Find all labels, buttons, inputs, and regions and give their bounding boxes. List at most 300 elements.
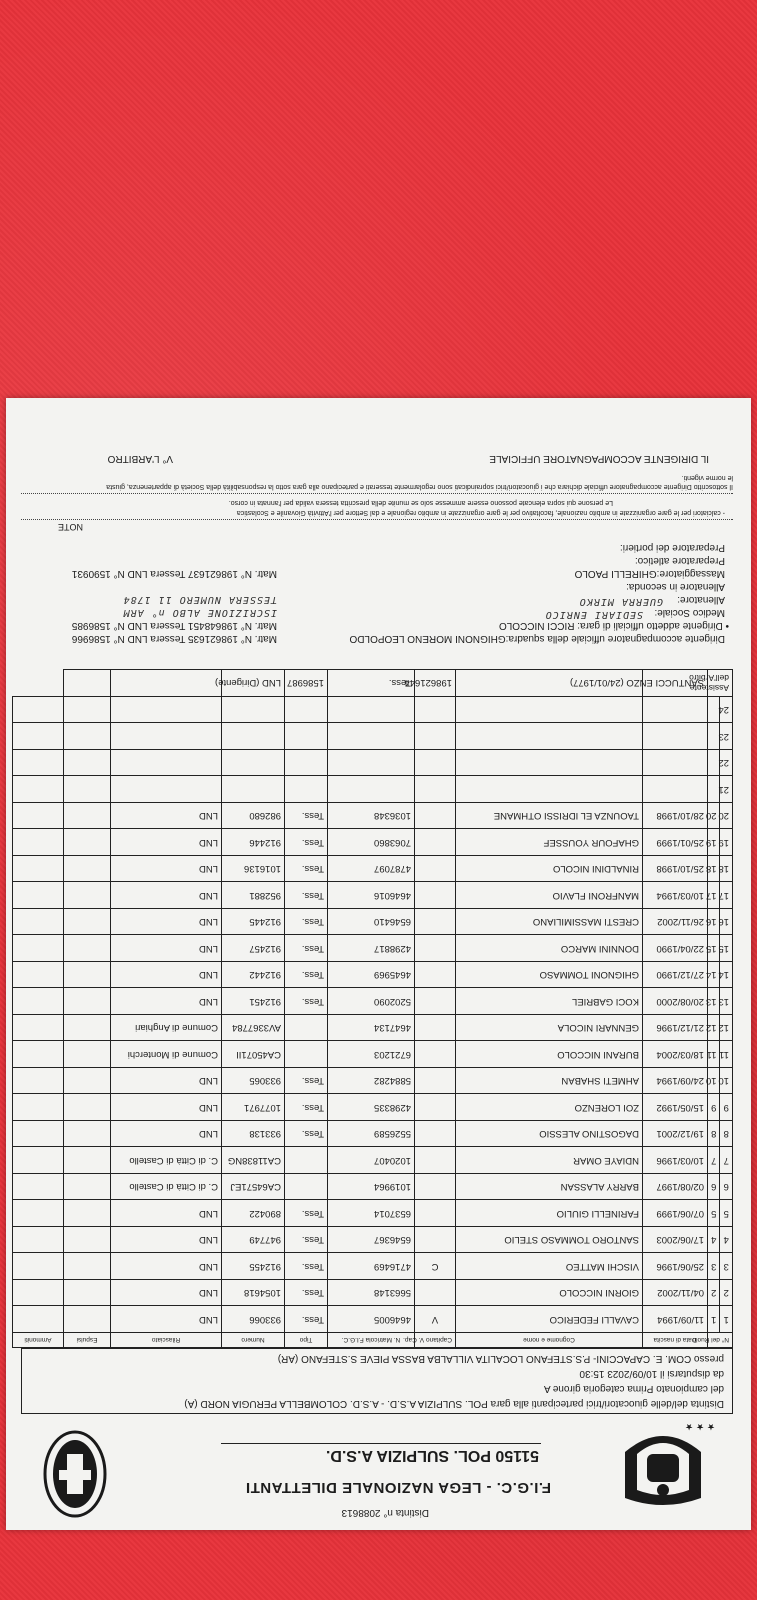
- birth-date: 21/12/1996: [643, 1015, 708, 1042]
- doc-number: 933065: [222, 1068, 285, 1095]
- doc-number: 952881: [222, 882, 285, 909]
- table-row: [0, 803, 733, 830]
- doc-type: Tess.: [285, 1227, 328, 1254]
- row-ruolo: 6: [708, 1174, 721, 1201]
- captain-mark: [415, 697, 456, 724]
- captain-mark: [415, 1200, 456, 1227]
- notes-line-1: - calciatori per le gare organizzate in ambito nazionale, facoltativo per le gare organizzate in ambito regionale e dal Settore per l'Attività Giovanile e Scolastica: [236, 509, 725, 516]
- col-header-num: N° del Ruolo: [708, 1333, 733, 1348]
- ammoniti-cell: [13, 750, 64, 777]
- ammoniti-cell: [13, 1121, 64, 1148]
- issued-by: LND: [111, 1068, 222, 1095]
- staff-matr: 198621644: [415, 670, 456, 697]
- doc-number: CA11838NG: [222, 1147, 285, 1174]
- captain-mark: C: [415, 1253, 456, 1280]
- matricola: 1036348: [328, 803, 415, 830]
- doc-number: 912451: [222, 988, 285, 1015]
- captain-mark: [415, 909, 456, 936]
- espulsi-cell: [64, 776, 111, 803]
- birth-date: 26/11/2002: [643, 909, 708, 936]
- svg-text:★ ★ ★: ★ ★ ★: [685, 1421, 715, 1431]
- doc-number: 1016136: [222, 856, 285, 883]
- row-number: 22: [720, 750, 733, 777]
- table-row: [0, 829, 733, 856]
- doc-type: Tess.: [285, 909, 328, 936]
- row-number: 3: [720, 1253, 733, 1280]
- staff-ammoniti-cell: [64, 670, 111, 697]
- col-header-tipo: Tipo: [285, 1333, 328, 1348]
- espulsi-cell: [64, 697, 111, 724]
- birth-date: [643, 776, 708, 803]
- matricola: 4647134: [328, 1015, 415, 1042]
- captain-mark: V: [415, 1306, 456, 1333]
- player-name: GHIGNONI TOMMASO: [456, 962, 643, 989]
- captain-mark: [415, 723, 456, 750]
- doc-number: 933138: [222, 1121, 285, 1148]
- staff-name: SANTUCCI ENZO (24/01/1977): [643, 670, 708, 697]
- table-row: [0, 1306, 733, 1333]
- matricola: 4645969: [328, 962, 415, 989]
- preparatore-portieri-label: Preparatore dei portieri:: [619, 542, 725, 553]
- birth-date: 25/06/1996: [643, 1253, 708, 1280]
- matricola: [328, 750, 415, 777]
- doc-number: 947749: [222, 1227, 285, 1254]
- row-ruolo: 20: [708, 803, 721, 830]
- espulsi-cell: [64, 962, 111, 989]
- doc-number: [222, 697, 285, 724]
- espulsi-cell: [64, 1094, 111, 1121]
- row-number: 2: [720, 1280, 733, 1307]
- issued-by: [111, 750, 222, 777]
- player-name: BARRY ALASSAN: [456, 1174, 643, 1201]
- row-ruolo: 14: [708, 962, 721, 989]
- ammoniti-cell: [13, 1200, 64, 1227]
- row-number: 20: [720, 803, 733, 830]
- espulsi-cell: [64, 1200, 111, 1227]
- dirigente-signature-label: IL DIRIGENTE ACCOMPAGNATORE UFFICIALE: [489, 453, 709, 464]
- doc-number: 912446: [222, 829, 285, 856]
- espulsi-cell: [64, 750, 111, 777]
- matricola: 1020407: [328, 1147, 415, 1174]
- doc-number: CA64571EJ: [222, 1174, 285, 1201]
- espulsi-cell: [64, 988, 111, 1015]
- table-row: [0, 1200, 733, 1227]
- espulsi-cell: [64, 909, 111, 936]
- captain-mark: [415, 803, 456, 830]
- espulsi-cell: [64, 1306, 111, 1333]
- table-header-row: [0, 1333, 733, 1348]
- row-number: 5: [720, 1200, 733, 1227]
- player-name: RINALDINI NICOLO: [456, 856, 643, 883]
- issued-by: [111, 723, 222, 750]
- player-name: ZOI LORENZO: [456, 1094, 643, 1121]
- doc-type: Tess.: [285, 962, 328, 989]
- staff-numero: 1586987: [285, 670, 328, 697]
- captain-mark: [415, 882, 456, 909]
- player-name: DONNINI MARCO: [456, 935, 643, 962]
- birth-date: 10/03/1996: [643, 1147, 708, 1174]
- col-header-espulsi: Espulsi: [64, 1333, 111, 1348]
- col-header-date: Data di nascita: [643, 1333, 708, 1348]
- captain-mark: [415, 1174, 456, 1201]
- issued-by: LND: [111, 1200, 222, 1227]
- doc-number: 912457: [222, 935, 285, 962]
- espulsi-cell: [64, 1041, 111, 1068]
- captain-mark: [415, 1147, 456, 1174]
- matricola: 4716469: [328, 1253, 415, 1280]
- ammoniti-cell: [13, 882, 64, 909]
- row-ruolo: 8: [708, 1121, 721, 1148]
- ammoniti-cell: [13, 988, 64, 1015]
- doc-type: Tess.: [285, 1121, 328, 1148]
- venue-line: presso COM. E. CAPACCINI- P.S.STEFANO LOCALITA VILLALBA BASSA PIEVE S.STEFANO (AR): [277, 1353, 724, 1364]
- player-name: AHMETI SHABAN: [456, 1068, 643, 1095]
- birth-date: 19/12/2001: [643, 1121, 708, 1148]
- table-row: [0, 988, 733, 1015]
- row-number: 1: [720, 1306, 733, 1333]
- captain-mark: [415, 856, 456, 883]
- lnd-logo: [39, 1428, 111, 1520]
- birth-date: 24/09/1994: [643, 1068, 708, 1095]
- player-name: GENNARI NICOLA: [456, 1015, 643, 1042]
- doc-type: Tess.: [285, 1306, 328, 1333]
- row-number: 18: [720, 856, 733, 883]
- doc-number: AV3367784: [222, 1015, 285, 1042]
- doc-type: Tess.: [285, 1280, 328, 1307]
- row-number: 7: [720, 1147, 733, 1174]
- match-info-box: [21, 1348, 733, 1414]
- matricola: 1019964: [328, 1174, 415, 1201]
- birth-date: 22/04/1990: [643, 935, 708, 962]
- medico-label: Medico Sociale:: [654, 607, 725, 618]
- doc-type: [285, 776, 328, 803]
- ammoniti-cell: [13, 1280, 64, 1307]
- player-name: [456, 697, 643, 724]
- ammoniti-cell: [13, 962, 64, 989]
- allenatore-label: Allenatore:: [677, 594, 725, 605]
- matricola: 5663148: [328, 1280, 415, 1307]
- row-number: 14: [720, 962, 733, 989]
- birth-date: [643, 750, 708, 777]
- captain-mark: [415, 829, 456, 856]
- staff-rilasciato: LND (Dirigente): [222, 670, 285, 697]
- doc-type: Tess.: [285, 1200, 328, 1227]
- allenatore-note-handwritten: TESSERA NUMERO 11 1784: [122, 594, 277, 605]
- doc-type: [285, 750, 328, 777]
- medico-handwritten: SEDIARI ENRICO: [544, 609, 643, 620]
- addetto-matr: Matr. N° 198648451 Tessera LND N° 1586985: [71, 620, 277, 631]
- doc-type: Tess.: [285, 1253, 328, 1280]
- medico-note-handwritten: ISCRIZIONE ALBO n° ARM: [122, 607, 277, 618]
- captain-mark: [415, 935, 456, 962]
- issued-by: [111, 697, 222, 724]
- row-number: 21: [720, 776, 733, 803]
- staff-tipo: Tess.: [328, 670, 415, 697]
- issued-by: LND: [111, 1280, 222, 1307]
- col-header-matricola: N. Matricola F.I.G.C.: [328, 1333, 415, 1348]
- captain-mark: [415, 1041, 456, 1068]
- player-name: MANFRONI FLAVIO: [456, 882, 643, 909]
- captain-mark: [415, 1121, 456, 1148]
- massaggiatore-line: Massaggiatore:GHIRELLI PAOLO: [574, 568, 725, 579]
- row-ruolo: 10: [708, 1068, 721, 1095]
- row-number: 19: [720, 829, 733, 856]
- ammoniti-cell: [13, 803, 64, 830]
- row-ruolo: 13: [708, 988, 721, 1015]
- espulsi-cell: [64, 1121, 111, 1148]
- captain-mark: [415, 962, 456, 989]
- matricola: 6546367: [328, 1227, 415, 1254]
- captain-mark: [415, 750, 456, 777]
- ammoniti-cell: [13, 1094, 64, 1121]
- espulsi-cell: [64, 829, 111, 856]
- player-name: [456, 750, 643, 777]
- doc-type: [285, 1041, 328, 1068]
- row-ruolo: 12: [708, 1015, 721, 1042]
- player-name: [456, 723, 643, 750]
- doc-number: 912442: [222, 962, 285, 989]
- espulsi-cell: [64, 723, 111, 750]
- table-row: [0, 856, 733, 883]
- ammoniti-cell: [13, 1227, 64, 1254]
- ammoniti-cell: [13, 1015, 64, 1042]
- ammoniti-cell: [13, 776, 64, 803]
- row-number: 13: [720, 988, 733, 1015]
- birth-date: 07/06/1999: [643, 1200, 708, 1227]
- issued-by: [111, 776, 222, 803]
- ammoniti-cell: [13, 697, 64, 724]
- col-header-rilasciato: Rilasciato: [111, 1333, 222, 1348]
- match-sheet-document: [6, 398, 751, 1530]
- match-date-line: da disputarsi il 10/09/2023 15:30: [579, 1368, 724, 1379]
- doc-type: Tess.: [285, 829, 328, 856]
- row-ruolo: 15: [708, 935, 721, 962]
- table-row: [0, 723, 733, 750]
- doc-type: Tess.: [285, 1068, 328, 1095]
- declaration-line-2: le norme vigenti.: [681, 474, 733, 481]
- row-ruolo: 2: [708, 1280, 721, 1307]
- espulsi-cell: [64, 935, 111, 962]
- doc-number: 982680: [222, 803, 285, 830]
- matricola: 4646005: [328, 1306, 415, 1333]
- doc-type: [285, 1015, 328, 1042]
- row-ruolo: 1: [708, 1306, 721, 1333]
- captain-mark: [415, 1227, 456, 1254]
- row-number: 10: [720, 1068, 733, 1095]
- espulsi-cell: [64, 882, 111, 909]
- player-name: SANTORO TOMMASO STELIO: [456, 1227, 643, 1254]
- doc-type: [285, 723, 328, 750]
- doc-number: [222, 776, 285, 803]
- doc-number: 933066: [222, 1306, 285, 1333]
- row-number: 16: [720, 909, 733, 936]
- table-row: [0, 1280, 733, 1307]
- issued-by: LND: [111, 803, 222, 830]
- ammoniti-cell: [13, 856, 64, 883]
- ammoniti-cell: [13, 723, 64, 750]
- espulsi-cell: [64, 1174, 111, 1201]
- row-ruolo: 4: [708, 1227, 721, 1254]
- birth-date: 17/06/2003: [643, 1227, 708, 1254]
- espulsi-cell: [64, 803, 111, 830]
- row-ruolo: 16: [708, 909, 721, 936]
- preparatore-atletico-label: Preparatore atletico:: [634, 555, 725, 566]
- row-number: 6: [720, 1174, 733, 1201]
- player-name: CRESTI MASSIMILIANO: [456, 909, 643, 936]
- row-ruolo: 5: [708, 1200, 721, 1227]
- player-name: NDIAYE OMAR: [456, 1147, 643, 1174]
- row-ruolo: 9: [708, 1094, 721, 1121]
- row-ruolo: 17: [708, 882, 721, 909]
- birth-date: 25/01/1999: [643, 829, 708, 856]
- doc-number: 1054618: [222, 1280, 285, 1307]
- ammoniti-cell: [13, 909, 64, 936]
- table-row: [0, 1015, 733, 1042]
- birth-date: 11/09/1994: [643, 1306, 708, 1333]
- player-name: FARINELLI GIULIO: [456, 1200, 643, 1227]
- col-header-ammoniti: Ammoniti: [13, 1333, 64, 1348]
- matricola: 4298335: [328, 1094, 415, 1121]
- title-underline: [221, 1443, 541, 1444]
- dirigente-matr: Matr. N° 198621635 Tessera LND N° 1586966: [71, 633, 277, 644]
- captain-mark: [415, 1280, 456, 1307]
- espulsi-cell: [64, 1280, 111, 1307]
- player-name: VISCHI MATTEO: [456, 1253, 643, 1280]
- matricola: 5526589: [328, 1121, 415, 1148]
- table-row: [0, 882, 733, 909]
- table-row: [0, 1068, 733, 1095]
- issued-by: LND: [111, 962, 222, 989]
- espulsi-cell: [64, 856, 111, 883]
- espulsi-cell: [64, 1015, 111, 1042]
- birth-date: 04/11/2002: [643, 1280, 708, 1307]
- doc-type: [285, 697, 328, 724]
- allenatore-handwritten: GUERRA MIRKO: [578, 596, 663, 607]
- table-row: [0, 697, 733, 724]
- doc-type: Tess.: [285, 856, 328, 883]
- row-number: 8: [720, 1121, 733, 1148]
- doc-number: [222, 723, 285, 750]
- table-row: [0, 1041, 733, 1068]
- table-row: [0, 776, 733, 803]
- championship-line: del campionato Prima categoria girone A: [543, 1383, 724, 1394]
- issued-by: LND: [111, 1121, 222, 1148]
- player-name: [456, 776, 643, 803]
- players-table-wrap: [21, 669, 733, 1348]
- club-crest-logo: [603, 1420, 723, 1512]
- ammoniti-cell: [13, 1041, 64, 1068]
- player-name: DAGOSTINO ALESSIO: [456, 1121, 643, 1148]
- col-header-name: Cognome e nome: [456, 1333, 643, 1348]
- birth-date: 25/10/1998: [643, 856, 708, 883]
- espulsi-cell: [64, 1253, 111, 1280]
- table-row: [0, 1121, 733, 1148]
- birth-date: [643, 697, 708, 724]
- doc-type: Tess.: [285, 935, 328, 962]
- col-header-spacer: [0, 1333, 13, 1348]
- issued-by: LND: [111, 882, 222, 909]
- issued-by: LND: [111, 829, 222, 856]
- issued-by: Comune di Anghiari: [111, 1015, 222, 1042]
- birth-date: 15/05/1992: [643, 1094, 708, 1121]
- issued-by: LND: [111, 1227, 222, 1254]
- table-row: [0, 1147, 733, 1174]
- issued-by: C. di Città di Castello: [111, 1147, 222, 1174]
- matricola: [328, 776, 415, 803]
- table-row: [0, 1227, 733, 1254]
- ammoniti-cell: [13, 935, 64, 962]
- birth-date: 20/08/2000: [643, 988, 708, 1015]
- col-header-numero: Numero: [222, 1333, 285, 1348]
- row-ruolo: 11: [708, 1041, 721, 1068]
- notes-divider: [21, 519, 733, 520]
- captain-mark: [415, 1015, 456, 1042]
- matricola: 6721203: [328, 1041, 415, 1068]
- staff-role: Assistente dell'Arbitro: [708, 670, 733, 697]
- staff-espulsi-cell: [111, 670, 222, 697]
- ammoniti-cell: [13, 1174, 64, 1201]
- row-number: 17: [720, 882, 733, 909]
- document-number: Distinta n° 2088613: [341, 1507, 429, 1518]
- table-row: [0, 1253, 733, 1280]
- row-number: 15: [720, 935, 733, 962]
- table-row: [0, 1174, 733, 1201]
- doc-number: [222, 750, 285, 777]
- row-number: 9: [720, 1094, 733, 1121]
- row-number: 12: [720, 1015, 733, 1042]
- massaggiatore-matr: Matr. N° 198621637 Tessera LND N° 1590931: [71, 568, 277, 579]
- player-name: GHAFOUR YOUSSEF: [456, 829, 643, 856]
- doc-type: Tess.: [285, 882, 328, 909]
- espulsi-cell: [64, 1068, 111, 1095]
- staff-row: [0, 670, 733, 697]
- matricola: 6537014: [328, 1200, 415, 1227]
- ammoniti-cell: [13, 1306, 64, 1333]
- matricola: 7063860: [328, 829, 415, 856]
- espulsi-cell: [64, 1147, 111, 1174]
- issued-by: LND: [111, 856, 222, 883]
- matricola: 5884282: [328, 1068, 415, 1095]
- issued-by: C. di Città di Castello: [111, 1174, 222, 1201]
- dirigente-line: Dirigente accompagnatore ufficiale della squadra:GHIGNONI MORENO LEOPOLDO: [349, 633, 725, 644]
- row-number: 4: [720, 1227, 733, 1254]
- doc-number: 1077971: [222, 1094, 285, 1121]
- notes-label: NOTE: [57, 522, 83, 532]
- doc-number: 890422: [222, 1200, 285, 1227]
- birth-date: 02/08/1997: [643, 1174, 708, 1201]
- doc-type: Tess.: [285, 1094, 328, 1121]
- row-number: 11: [720, 1041, 733, 1068]
- federation-title: F.I.G.C. - LEGA NAZIONALE DILETTANTI: [245, 1479, 551, 1496]
- table-row: [0, 962, 733, 989]
- doc-type: [285, 1174, 328, 1201]
- allenatore-seconda-label: Allenatore in seconda:: [626, 581, 725, 592]
- matricola: [328, 697, 415, 724]
- issued-by: LND: [111, 909, 222, 936]
- matricola: 5202090: [328, 988, 415, 1015]
- players-table: [0, 669, 733, 1348]
- referee-signature-label: V° L'ARBITRO: [107, 453, 173, 464]
- row-ruolo: 3: [708, 1253, 721, 1280]
- team-title: 51150 POL. SULPIZIA A.S.D.: [325, 1447, 539, 1464]
- doc-type: [285, 1147, 328, 1174]
- birth-date: 18/03/2004: [643, 1041, 708, 1068]
- player-name: KOCI GABRIEL: [456, 988, 643, 1015]
- doc-number: CA45071II: [222, 1041, 285, 1068]
- player-name: GIORNI NICCOLO: [456, 1280, 643, 1307]
- notes-line-2: Le persone qui sopra elencate possono essere ammesse solo se munite della prescritta tessera valida per l'annata in corso.: [228, 499, 613, 506]
- issued-by: LND: [111, 935, 222, 962]
